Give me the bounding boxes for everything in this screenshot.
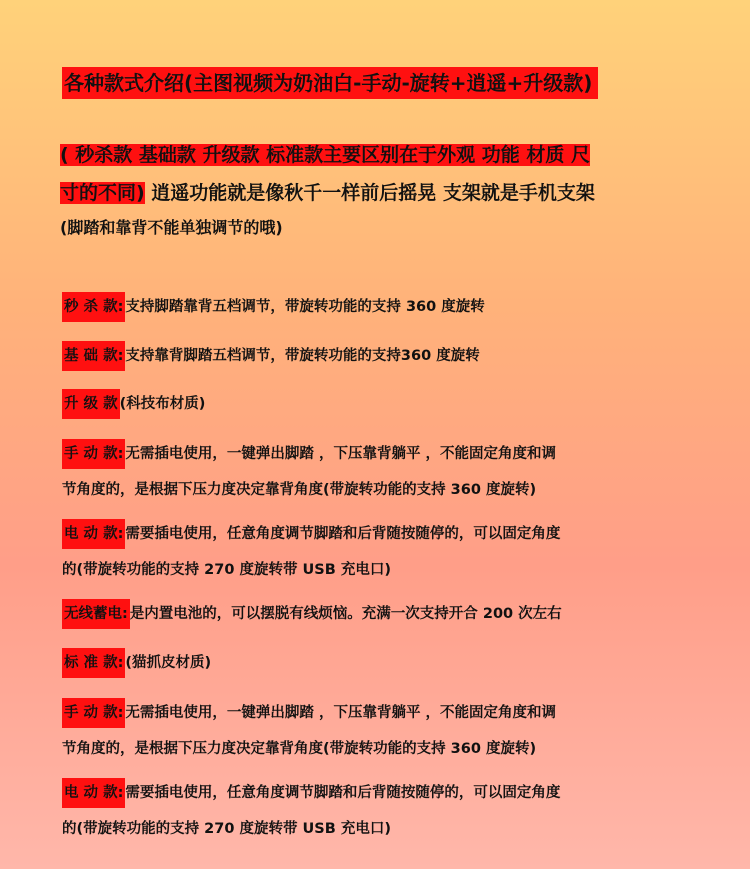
- item-shoudong-2: [62, 695, 702, 767]
- item-text: 无需插电使用，一键弹出脚踏 ，下压靠背躺平 ，不能固定角度和调: [125, 446, 556, 462]
- item-text: 支持靠背脚踏五档调节，带旋转功能的支持360 度旋转: [125, 348, 480, 364]
- item-jichu: [62, 338, 702, 374]
- item-miaosha: [62, 289, 702, 325]
- item-tag: 电 动 款:: [62, 778, 125, 808]
- intro-line-3: (脚踏和靠背不能单独调节的哦): [60, 218, 283, 237]
- item-text-continued: 节角度的，是根据下压力度决定靠背角度(带旋转功能的支持 360 度旋转): [62, 741, 537, 757]
- item-text: 支持脚踏靠背五档调节，带旋转功能的支持 360 度旋转: [125, 299, 485, 315]
- item-tag: 基 础 款:: [62, 341, 125, 371]
- item-shoudong-1: [62, 436, 702, 508]
- item-text: 是内置电池的，可以摆脱有线烦恼。充满一次支持开合 200 次左右: [129, 606, 562, 622]
- item-text-continued: 的(带旋转功能的支持 270 度旋转带 USB 充电口): [62, 821, 391, 837]
- item-shengji: [62, 386, 702, 422]
- item-text-continued: 节角度的，是根据下压力度决定靠背角度(带旋转功能的支持 360 度旋转): [62, 482, 537, 498]
- intro-paragraph: [60, 136, 700, 242]
- item-text: (科技布材质): [119, 396, 206, 412]
- item-tag: 无线蓄电:: [62, 599, 130, 629]
- item-tag: 秒 杀 款:: [62, 292, 125, 322]
- item-tag: 手 动 款:: [62, 439, 125, 469]
- intro-line-2-highlight: 寸的不同): [60, 182, 145, 204]
- item-text-continued: 的(带旋转功能的支持 270 度旋转带 USB 充电口): [62, 562, 391, 578]
- item-biaozhun: [62, 645, 702, 681]
- item-tag: 手 动 款:: [62, 698, 125, 728]
- item-tag: 标 准 款:: [62, 648, 125, 678]
- intro-line-1: ( 秒杀款 基础款 升级款 标准款主要区别在于外观 功能 材质 尺: [60, 144, 590, 166]
- page-title: 各种款式介绍(主图视频为奶油白-手动-旋转+逍遥+升级款): [62, 67, 598, 99]
- item-wuxian: [62, 596, 702, 632]
- item-text: 需要插电使用，任意角度调节脚踏和后背随按随停的，可以固定角度: [125, 526, 561, 542]
- item-tag: 升 级 款: [62, 389, 120, 419]
- item-text: 需要插电使用，任意角度调节脚踏和后背随按随停的，可以固定角度: [125, 785, 561, 801]
- item-diandong-2: [62, 775, 702, 847]
- intro-line-2-text: 逍遥功能就是像秋千一样前后摇晃 支架就是手机支架: [144, 182, 595, 204]
- item-text: (猫抓皮材质): [125, 655, 212, 671]
- item-text: 无需插电使用，一键弹出脚踏 ，下压靠背躺平 ，不能固定角度和调: [125, 705, 556, 721]
- item-tag: 电 动 款:: [62, 519, 125, 549]
- item-diandong-1: [62, 516, 702, 588]
